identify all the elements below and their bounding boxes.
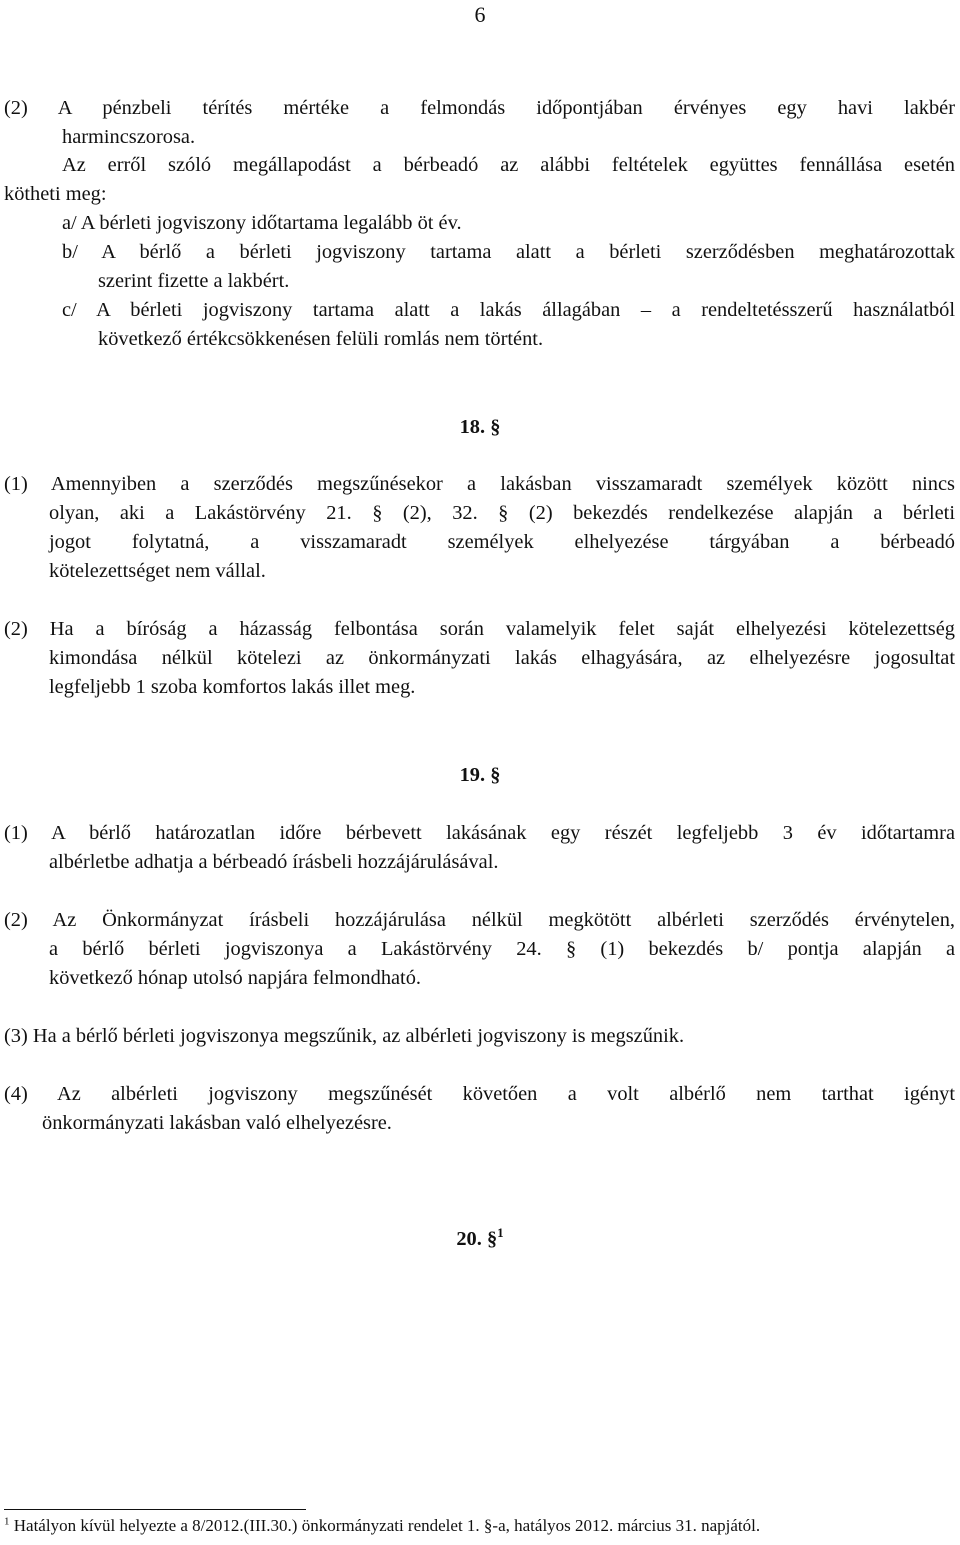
- s18-paragraph-2: [4, 615, 955, 702]
- s18-p1-line-4: kötelezettséget nem vállal.: [49, 560, 266, 582]
- s17-condition-a: a/ A bérleti jogviszony időtartama legalább öt év.: [62, 212, 462, 234]
- s19-p1-line-2: albérletbe adhatja a bérbeadó írásbeli hozzájárulásával.: [49, 851, 499, 873]
- s19-paragraph-3: (3) Ha a bérlő bérleti jogviszonya megszűnik, az albérleti jogviszony is megszűnik.: [4, 1025, 685, 1047]
- s17-cond-b-line-1: b/ A bérlő a bérleti jogviszony tartama alatt a bérleti szerződésben meghatározottak: [62, 241, 955, 263]
- footnote-marker: 1: [4, 1515, 10, 1528]
- s17-paragraph-2: [4, 94, 955, 152]
- s19-paragraph-4: [4, 1080, 955, 1138]
- s18-p1-line-3: jogot folytatná, a visszamaradt személyek elhelyezése tárgyában a bérbeadó: [49, 531, 955, 553]
- s18-p1-line-2: olyan, aki a Lakástörvény 21. § (2), 32. § (2) bekezdés rendelkezése alapján a bérleti: [49, 502, 955, 524]
- s19-paragraph-2: [4, 906, 955, 993]
- footnote: [4, 1514, 760, 1538]
- s19-p2-line-3: következő hónap utolsó napjára felmondható.: [49, 967, 422, 989]
- section-19-heading: 19. §: [459, 764, 501, 786]
- s17-cond-c-line-1: c/ A bérleti jogviszony tartama alatt a lakás állagában – a rendeltetésszerű használatból: [62, 299, 955, 321]
- s19-p2-line-2: a bérlő bérleti jogviszonya a Lakástörvény 24. § (1) bekezdés b/ pontja alapján a: [49, 938, 955, 960]
- s17-cond-c-line-2: következő értékcsökkenésen felüli romlás nem történt.: [98, 328, 544, 350]
- s17-condition-b: [62, 238, 955, 296]
- s17-agreement-line-1: Az erről szóló megállapodást a bérbeadó az alábbi feltételek együttes fennállása esetén: [62, 154, 955, 176]
- s17-p2-line-1: (2) A pénzbeli térítés mértéke a felmondás időpontjában érvényes egy havi lakbér: [4, 97, 955, 119]
- s18-p2-line-2: kimondása nélkül kötelezi az önkormányzati lakás elhagyására, az elhelyezésre jogosultat: [49, 647, 955, 669]
- page-number: 6: [474, 2, 486, 27]
- section-20-heading: [0, 1225, 960, 1254]
- s19-p4-line-1: (4) Az albérleti jogviszony megszűnését követően a volt albérlő nem tarthat igényt: [4, 1083, 955, 1105]
- footnote-text: Hatályon kívül helyezte a 8/2012.(III.30.) önkormányzati rendelet 1. §-a, hatályos 2012. március 31. napjától.: [9, 1516, 761, 1535]
- s19-paragraph-1: [4, 819, 955, 877]
- s19-p4-line-2: önkormányzati lakásban való elhelyezésre.: [42, 1112, 392, 1134]
- s18-paragraph-1: [4, 470, 955, 586]
- s17-agreement-paragraph: [4, 151, 955, 209]
- s17-p2-line-2: harmincszorosa.: [62, 126, 196, 148]
- section-20-footnote-ref[interactable]: 1: [497, 1225, 504, 1241]
- s17-cond-b-line-2: szerint fizette a lakbért.: [98, 270, 290, 292]
- s19-p2-line-1: (2) Az Önkormányzat írásbeli hozzájárulása nélkül megkötött albérleti szerződés érvénytelen,: [4, 909, 955, 931]
- s18-p1-line-1: (1) Amennyiben a szerződés megszűnésekor a lakásban visszamaradt személyek között nincs: [4, 473, 955, 495]
- s19-p1-line-1: (1) A bérlő határozatlan időre bérbevett lakásának egy részét legfeljebb 3 év időtartamra: [4, 822, 955, 844]
- section-18-heading: 18. §: [459, 416, 501, 438]
- s17-condition-c: [62, 296, 955, 354]
- section-20-heading-text: 20. §: [456, 1228, 498, 1250]
- footnote-separator: [4, 1509, 306, 1510]
- s17-agreement-line-2: kötheti meg:: [4, 183, 107, 205]
- s18-p2-line-3: legfeljebb 1 szoba komfortos lakás illet meg.: [49, 676, 416, 698]
- s18-p2-line-1: (2) Ha a bíróság a házasság felbontása során valamelyik felet saját elhelyezési kötelezettség: [4, 618, 955, 640]
